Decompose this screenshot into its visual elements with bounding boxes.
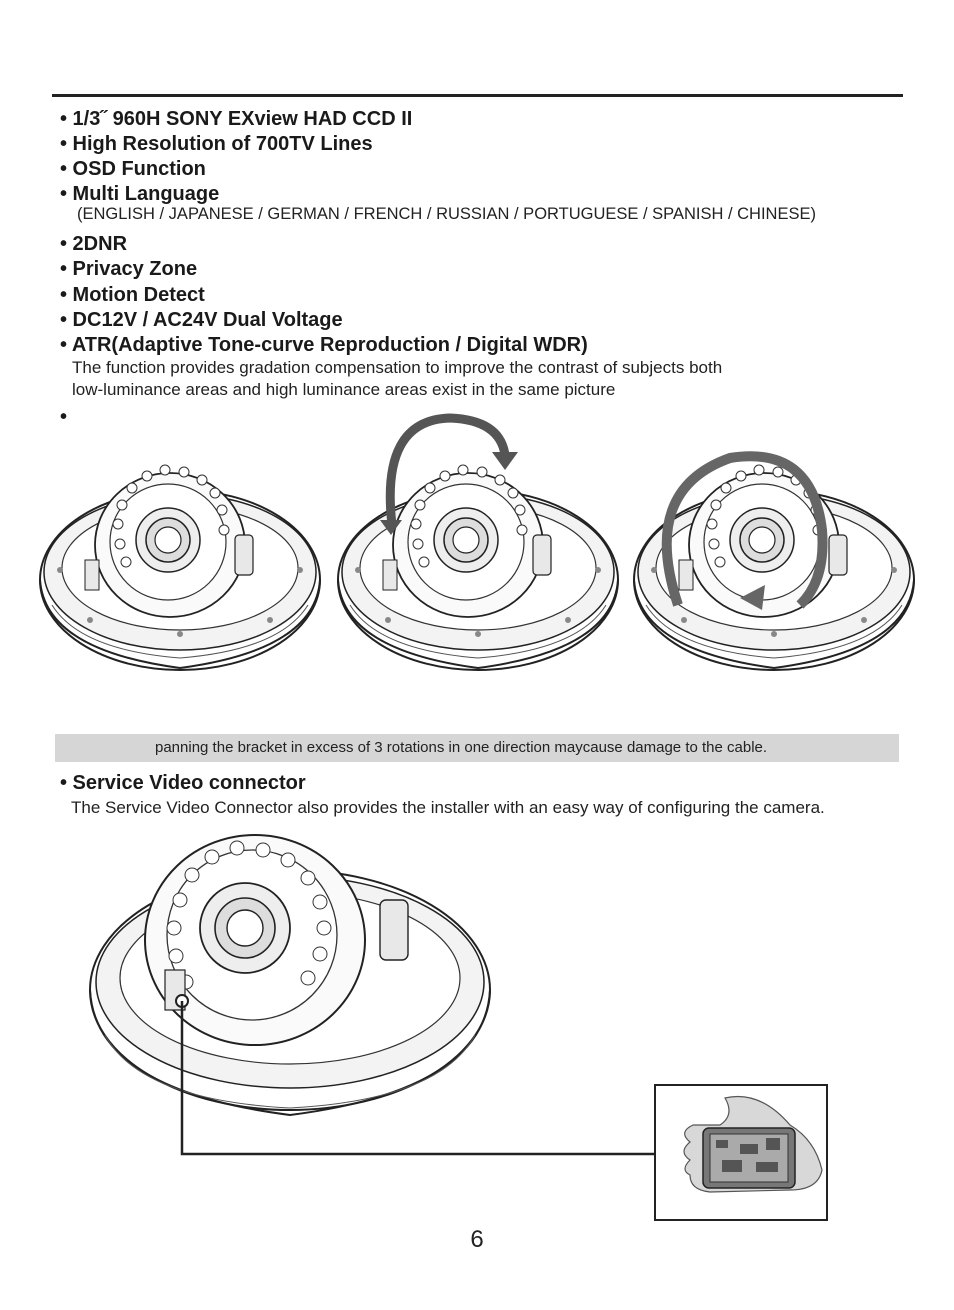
service-video-heading: • Service Video connector [60, 772, 306, 794]
feature-bullet-empty: • [60, 406, 68, 428]
feature-privacy-zone: • Privacy Zone [60, 258, 198, 280]
caution-note-text: panning the bracket in excess of 3 rotations in one direction maycause damage to the cable. [155, 739, 768, 756]
atr-description-line1: The function provides gradation compensation to improve the contrast of subjects both [72, 358, 723, 377]
feature-osd: • OSD Function [60, 158, 206, 180]
feature-dual-voltage: • DC12V / AC24V Dual Voltage [60, 309, 343, 331]
feature-atr: • ATR(Adaptive Tone-curve Reproduction / Digital WDR) [60, 334, 588, 356]
atr-description-line2: low-luminance areas and high luminance areas exist in the same picture [72, 380, 616, 399]
service-video-illustration [0, 840, 954, 1230]
feature-ccd: • 1/3˝ 960H SONY EXview HAD CCD II [60, 108, 413, 130]
feature-resolution: • High Resolution of 700TV Lines [60, 133, 373, 155]
feature-multi-language: • Multi Language [60, 183, 220, 205]
page-number: 6 [470, 1226, 484, 1253]
top-rule [52, 94, 903, 97]
feature-motion-detect: • Motion Detect [60, 284, 205, 306]
dome-camera-illustrations [0, 410, 954, 710]
language-list: (ENGLISH / JAPANESE / GERMAN / FRENCH / RUSSIAN / PORTUGUESE / SPANISH / CHINESE) [77, 205, 816, 223]
caution-note [55, 734, 899, 762]
feature-2dnr: • 2DNR [60, 233, 128, 255]
service-video-description: The Service Video Connector also provides the installer with an easy way of configuring the camera. [71, 798, 825, 817]
